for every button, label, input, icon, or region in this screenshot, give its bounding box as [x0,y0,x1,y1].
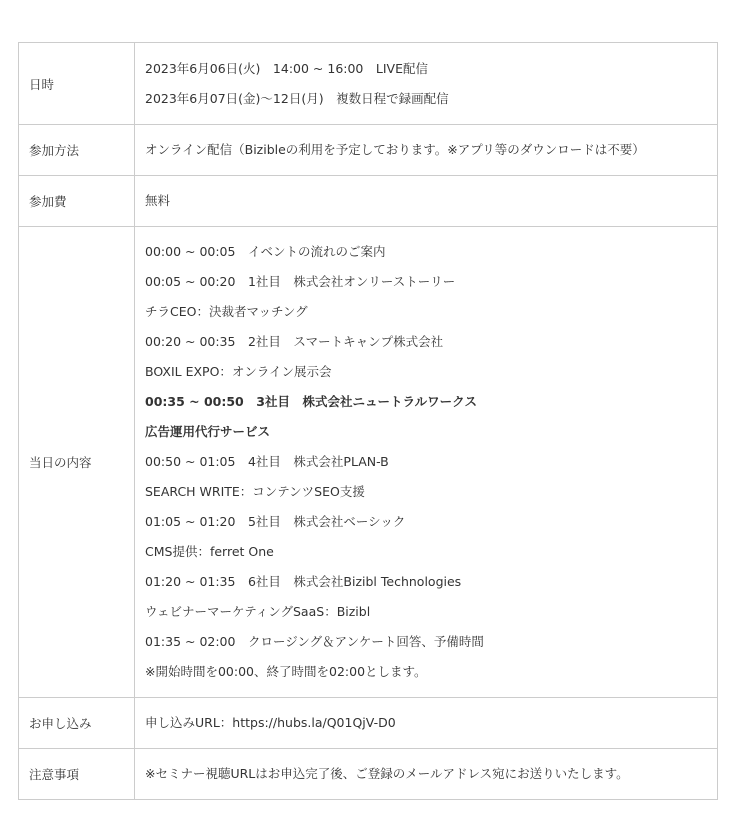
agenda-line: BOXIL EXPO：オンライン展示会 [145,364,332,379]
row-value-fee [135,176,718,227]
agenda-line: 00:05 ~ 00:20 1社目 株式会社オンリーストーリー [145,274,456,289]
row-value-agenda [135,227,718,698]
agenda-line: 01:05 ~ 01:20 5社目 株式会社ベーシック [145,514,406,529]
row-label-participation-method: 参加方法 [19,125,135,176]
agenda-line: ウェビナーマーケティングSaaS：Bizibl [145,604,371,619]
row-value-notes [135,749,718,800]
agenda-line: 01:35 ~ 02:00 クロージング＆アンケート回答、予備時間 [145,634,484,649]
agenda-line: 00:20 ~ 00:35 2社目 スマートキャンプ株式会社 [145,334,444,349]
event-info-table [18,42,718,800]
row-label-datetime: 日時 [19,43,135,125]
agenda-line: CMS提供：ferret One [145,544,274,559]
row-agenda [19,227,718,698]
row-label-fee: 参加費 [19,176,135,227]
row-fee [19,176,718,227]
row-notes [19,749,718,800]
agenda-line: 00:50 ~ 01:05 4社目 株式会社PLAN-B [145,454,389,469]
fee-text: 無料 [145,193,171,208]
row-label-notes: 注意事項 [19,749,135,800]
row-datetime [19,43,718,125]
agenda-line: 01:20 ~ 01:35 6社目 株式会社Bizibl Technologies [145,574,462,589]
row-label-agenda: 当日の内容 [19,227,135,698]
notes-text: ※セミナー視聴URLはお申込完了後、ご登録のメールアドレス宛にお送りいたします。 [145,766,629,781]
agenda-line-highlight: 00:35 ~ 00:50 3社目 株式会社ニュートラルワークス [145,394,477,409]
row-value-participation-method [135,125,718,176]
row-value-application [135,698,718,749]
row-application [19,698,718,749]
row-participation-method [19,125,718,176]
row-value-datetime [135,43,718,125]
agenda-line-highlight: 広告運用代行サービス [145,424,271,439]
agenda-line: チラCEO：決裁者マッチング [145,304,308,319]
participation-method-text: オンライン配信（Bizibleの利用を予定しております。※アプリ等のダウンロードは不要） [145,142,645,157]
row-label-application: お申し込み [19,698,135,749]
agenda-line: SEARCH WRITE：コンテンツSEO支援 [145,484,365,499]
agenda-note: ※開始時間を00:00、終了時間を02:00とします。 [145,664,427,679]
agenda-line: 00:00 ~ 00:05 イベントの流れのご案内 [145,244,386,259]
datetime-live-line: 2023年6月06日(火) 14:00 ~ 16:00 LIVE配信 [145,60,428,76]
application-url-text[interactable]: 申し込みURL：https://hubs.la/Q01QjV-D0 [145,715,396,730]
datetime-recording-line: 2023年6月07日(金)〜12日(月) 複数日程で録画配信 [145,90,449,106]
